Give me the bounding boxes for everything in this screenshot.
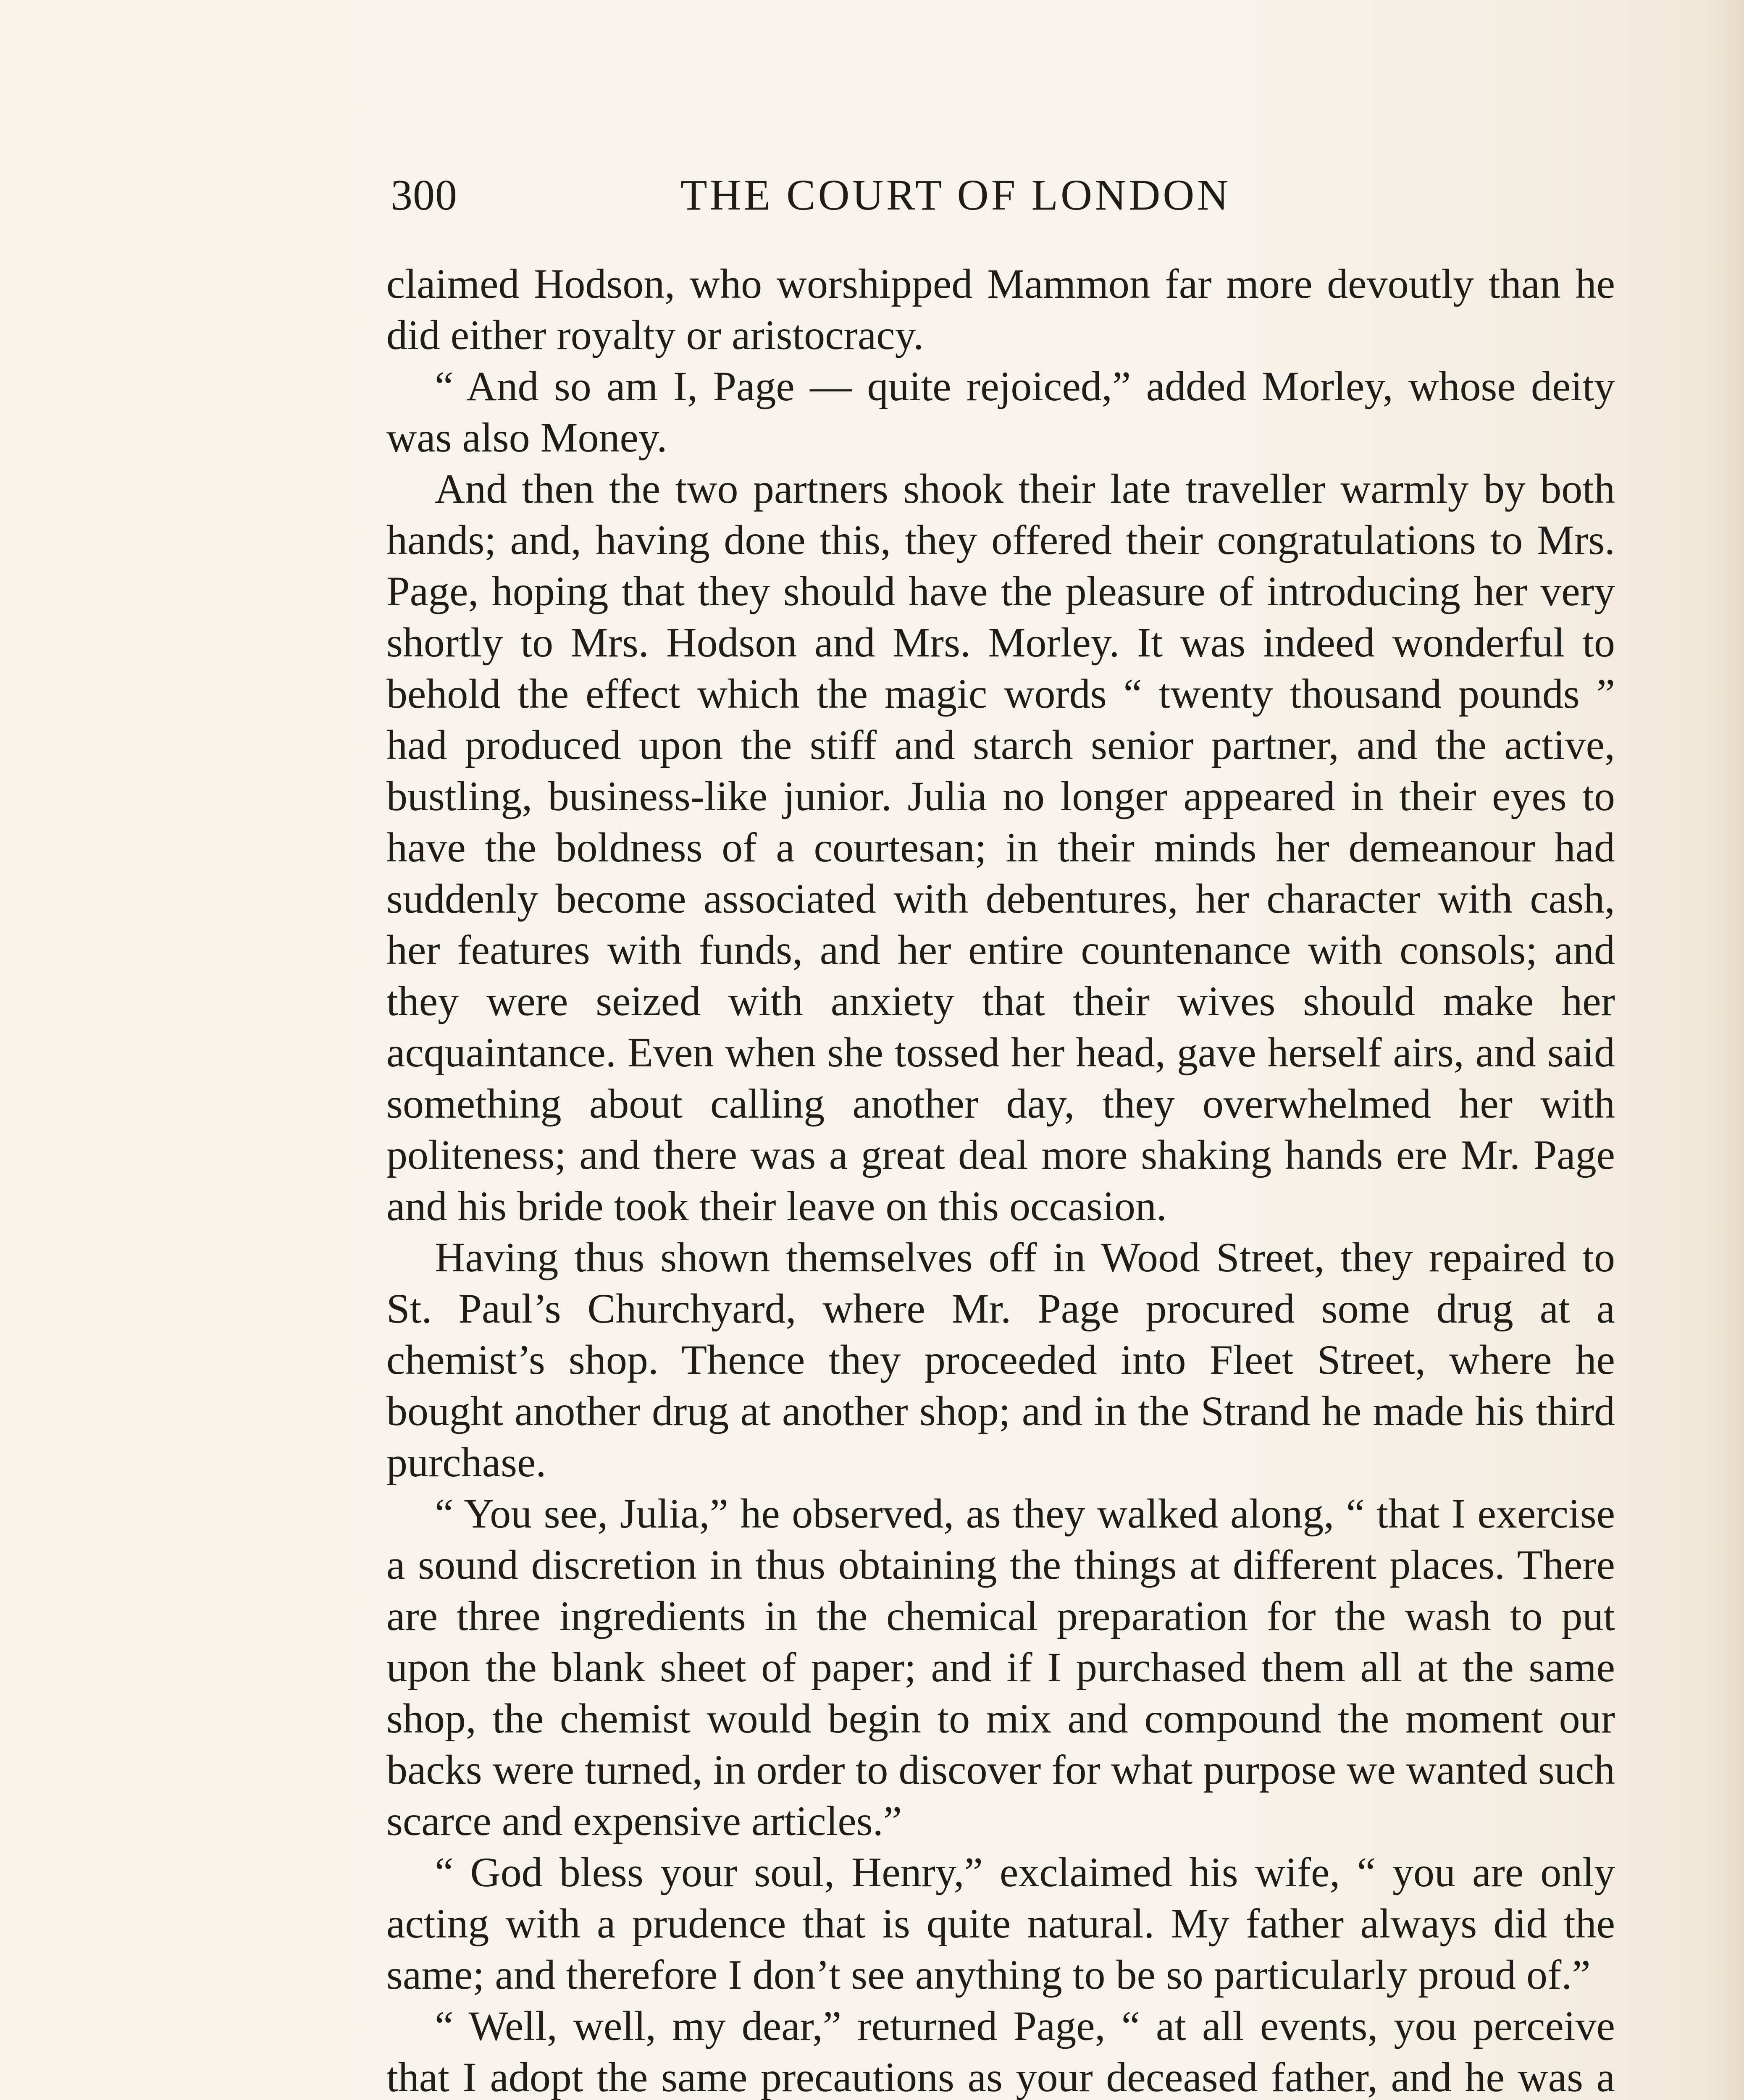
paragraph: “ Well, well, my dear,” returned Page, “ at all events, you perceive that I adopt the same precautions as your deceased father, and he was a bbox=[386, 2003, 1615, 2100]
paragraph: claimed Hodson, who worshipped Mammon far more devoutly than he did either royalty or aristocracy. bbox=[386, 260, 1615, 358]
page-header bbox=[391, 170, 1618, 229]
paragraph: “ And so am I, Page — quite rejoiced,” added Morley, whose deity was also Money. bbox=[386, 363, 1615, 461]
running-head: THE COURT OF LONDON bbox=[680, 171, 1231, 219]
body-text bbox=[386, 258, 1615, 2100]
paragraph: “ You see, Julia,” he observed, as they walked along, “ that I exercise a sound discretion in thus obtaining the things at different places. There are three ingredients in the chemical preparation for the wash to put upon the blank sheet of paper; and if I purchased them all at the same shop, the chemist would begin to mix and compound the moment our backs were turned, in order to discover for what purpose we wanted such scarce and expensive articles.” bbox=[386, 1490, 1615, 1844]
paragraph: Having thus shown themselves off in Wood Street, they repaired to St. Paul’s Churchyard, where Mr. Page procured some drug at a chemist’s shop. Thence they proceeded into Fleet Street, where he bought another drug at another shop; and in the Strand he made his third purchase. bbox=[386, 1234, 1615, 1486]
paragraph: “ God bless your soul, Henry,” exclaimed his wife, “ you are only acting with a prudence that is quite natural. My father always did the same; and therefore I don’t see anything to be so particularly proud of.” bbox=[386, 1849, 1615, 1998]
paragraph: And then the two partners shook their late traveller warmly by both hands; and, having done this, they offered their congratulations to Mrs. Page, hoping that they should have the pleasure of introducing her very shortly to Mrs. Hodson and Mrs. Morley. It was indeed wonderful to behold the effect which the magic words “ twenty thousand pounds ” had produced upon the stiff and starch senior partner, and the active, bustling, business-like junior. Julia no longer appeared in their eyes to have the boldness of a courtesan; in their minds her demeanour had suddenly become associated with debentures, her character with cash, her features with funds, and her entire countenance with consols; and they were seized with anxiety that their wives should make her acquaintance. Even when she tossed her head, gave herself airs, and said something about calling another day, they overwhelmed her with politeness; and there was a great deal more shaking hands ere Mr. Page and his bride took their leave on this occasion. bbox=[386, 465, 1615, 1229]
page-edge-shadow bbox=[1706, 0, 1744, 2100]
page-number: 300 bbox=[391, 171, 457, 219]
